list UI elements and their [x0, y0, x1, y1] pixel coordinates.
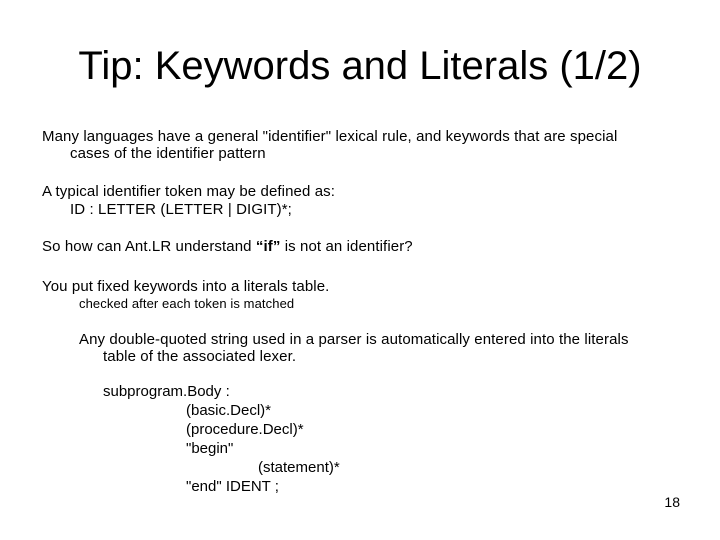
sub-point-double-quoted-line2: table of the associated lexer. — [103, 348, 297, 365]
paragraph-antlr-question — [42, 238, 413, 255]
sub-point-double-quoted — [79, 331, 629, 365]
identifier-rule-code: ID : LETTER (LETTER | DIGIT)*; — [70, 201, 292, 218]
paragraph-typical-identifier — [42, 183, 335, 218]
paragraph-typical-identifier-text: A typical identifier token may be defined as: — [42, 183, 336, 200]
code-line: "begin" — [186, 440, 234, 457]
code-line: (procedure.Decl)* — [186, 421, 304, 438]
paragraph-identifier-rule-line2: cases of the identifier pattern — [70, 145, 266, 162]
page-number: 18 — [664, 494, 680, 510]
paragraph-identifier-rule-line1: Many languages have a general "identifier" lexical rule, and keywords that are special — [42, 128, 618, 145]
question-text-pre: So how can Ant.LR understand — [42, 238, 256, 255]
code-line: (statement)* — [258, 459, 340, 476]
question-text-if: “if” — [255, 238, 281, 255]
code-example — [103, 382, 340, 496]
sub-point-checked: checked after each token is matched — [79, 296, 295, 311]
sub-point-double-quoted-line1: Any double-quoted string used in a parser is automatically entered into the literals — [79, 331, 629, 348]
paragraph-identifier-rule — [42, 128, 617, 162]
slide-title: Tip: Keywords and Literals (1/2) — [78, 44, 642, 88]
code-line: (basic.Decl)* — [186, 402, 272, 419]
code-line: subprogram.Body : — [103, 383, 230, 400]
code-line: "end" IDENT ; — [186, 478, 279, 495]
paragraph-literals-table: You put fixed keywords into a literals table. — [42, 278, 330, 295]
question-text-post: is not an identifier? — [280, 238, 413, 255]
